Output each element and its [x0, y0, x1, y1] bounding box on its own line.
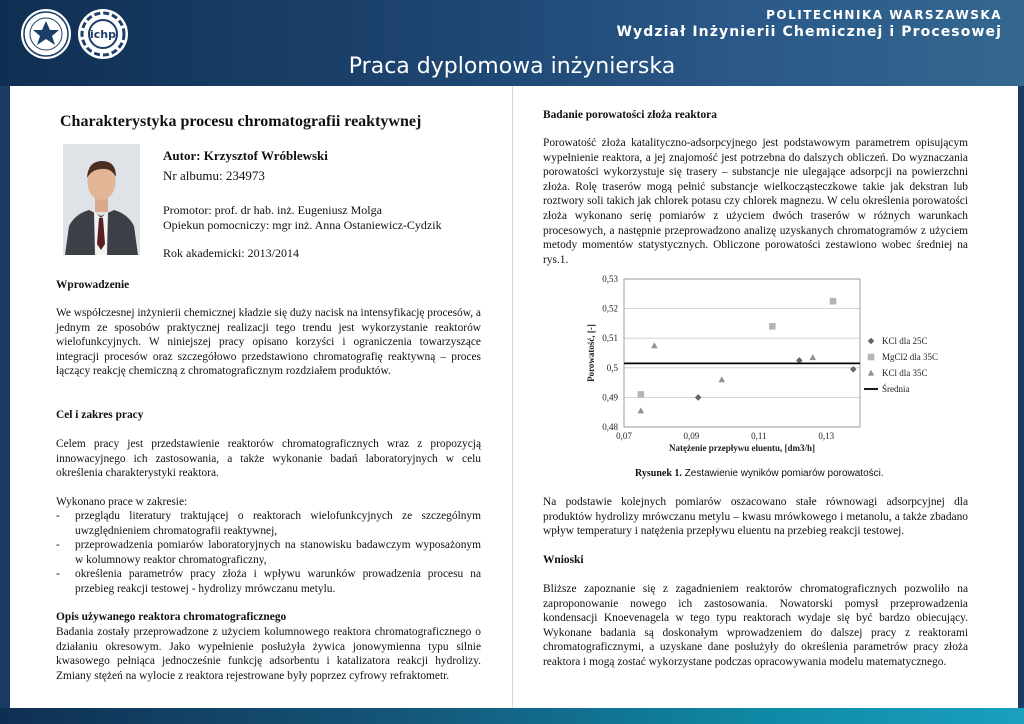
legend-label: Średnia [882, 384, 910, 394]
promotor: Promotor: prof. dr hab. inż. Eugeniusz Molga [163, 203, 382, 217]
column-divider [512, 86, 513, 708]
figure-caption [635, 468, 884, 479]
bullet-dash: - [56, 568, 60, 580]
figure-label: Rysunek 1. [635, 468, 682, 479]
y-tick-label: 0,53 [602, 274, 618, 284]
porosity-heading: Badanie porowatości złoża reaktora [543, 109, 717, 121]
y-tick-label: 0,52 [602, 303, 618, 314]
legend-swatch [868, 354, 875, 361]
legend-label: KCl dla 25C [882, 336, 928, 346]
x-tick-label: 0,07 [616, 431, 632, 441]
scope-intro: Wykonano prace w zakresie: [56, 496, 188, 508]
data-point [850, 366, 857, 373]
scope-item-text: przeprowadzenia pomiarów laboratoryjnych na stanowisku badawczym wyposażonym w kolumnowy reaktor chromatograficzny, [75, 539, 481, 566]
reactor-text: Badania zostały przeprowadzone z użyciem kolumnowego reaktora chromatograficznego o działaniu okresowym. Jako wypełnienie posłużyła żywica jonowymienna typu silnie kwasowego pełniąca jednocześnie funkcję adsorbentu i katalizatora reakcji hydrolizy. Zmiany stężeń na wylocie z reaktora rejestrowane były poprzez cyfrowy refraktometr. [56, 626, 481, 682]
y-tick-label: 0,5 [606, 362, 618, 373]
footer-bar [0, 708, 1024, 724]
thesis-title: Charakterystyka procesu chromatografii reaktywnej [60, 113, 422, 130]
data-point [810, 354, 817, 360]
x-tick-label: 0,11 [751, 431, 767, 441]
legend-label: MgCl2 dla 35C [882, 352, 939, 362]
author-name: Autor: Krzysztof Wróblewski [163, 148, 328, 163]
y-tick-label: 0,51 [602, 333, 618, 344]
data-point [651, 342, 658, 348]
faculty-logo-text: ichp [90, 28, 116, 41]
porosity-chart-svg [578, 274, 939, 461]
results-text: Na podstawie kolejnych pomiarów oszacowano stałe równowagi adsorpcyjnej dla produktów hydrolizy mrówczanu metylu – kwasu mrówkowego i metanolu, a także zbadano wpływ temperatury i natężenia przepływu eluentu na przebieg reakcji testowej. [543, 496, 968, 538]
faculty-name: Wydział Inżynierii Chemicznej i Procesowej [616, 24, 1002, 40]
x-axis-label: Natężenie przepływu eluentu, [dm3/h] [669, 443, 815, 453]
bullet-dash: - [56, 510, 60, 522]
document-type-title: Praca dyplomowa inżynierska [348, 54, 676, 79]
bullet-dash: - [56, 539, 60, 551]
scope-list-item [56, 567, 481, 596]
album-number: Nr albumu: 234973 [163, 168, 265, 183]
plot-area [624, 279, 860, 427]
data-point [830, 298, 837, 305]
header-banner [0, 0, 1024, 86]
data-point [718, 376, 725, 382]
intro-text: We współczesnej inżynierii chemicznej kładzie się duży nacisk na intensyfikację procesów, a jednym ze sposobów praktycznej realizacji tego trendu jest wykorzystanie reaktorów wielofunkcyjnych. W niniejszej pracy opisano korzyści i ograniczenia towarzyszące integracji procesów oraz szczegółowo przedstawiono chromatografię reaktywną – proces łączący reakcję chemiczną z chromatograficznym rozdziałem produktów. [56, 307, 481, 378]
porosity-text: Porowatość złoża katalityczno-adsorpcyjnego jest podstawowym parametrem opisującym wypełnienie reaktora, a jej znajomość jest potrzebna do dalszych obliczeń. Do wyznaczania porowatości wykorzystuje się trasery – substancje nie ulegające adsorpcji na powierzchni złoża. Rolę traserów mogą pełnić substancje wielkocząsteczkowe takie jak dekstran lub roztwory soli takich jak chlorek potasu czy chlorek magnezu. W celu określenia porowatości złoża wykonano serię pomiarów z użyciem dwóch traserów w różnych warunkach procesowych, a następnie przeprowadzono analizę uzyskanych chromatogramów z użyciem metody momentów statystycznych. Obliczone porowatości zestawiono wobec średniej na rys.1. [543, 137, 968, 266]
university-name: POLITECHNIKA WARSZAWSKA [766, 8, 1002, 22]
porosity-chart [578, 274, 939, 461]
scope-list-item [56, 538, 481, 567]
university-seal-icon [20, 8, 72, 60]
figure-caption-text: Zestawienie wyników pomiarów porowatości. [681, 468, 884, 479]
scope-item-text: przeglądu literatury traktującej o reaktorach wielofunkcyjnych ze szczególnym uwzględnieniem chromatografii reaktywnej, [75, 510, 481, 537]
y-tick-label: 0,48 [602, 422, 618, 432]
y-axis-label: Porowatość, [-] [586, 324, 596, 382]
conclusions-text: Bliższe zapoznanie się z zagadnieniem reaktorów chromatograficznych pozwoliło na zaproponowanie nowego ich zastosowania. Nowatorski pomysł przeprowadzenia kondensacji Knoevenagela w tego typu reaktorach wydaje się być bardzo obiecujący. Wykonane badania są doskonałym wprowadzeniem do dalszej pracy z reaktorami chromatograficznymi, a uzyskane dane posłużyły do określenia parametrów pracy złoża reaktora i mogą zostać wykorzystane podczas opracowywania modelu matematycznego. [543, 583, 968, 668]
data-point [638, 407, 645, 413]
legend-swatch [868, 370, 875, 376]
intro-heading: Wprowadzenie [56, 279, 130, 291]
data-point [638, 391, 645, 398]
legend-label: KCl dla 35C [882, 368, 928, 378]
x-tick-label: 0,13 [818, 431, 835, 441]
author-photo [63, 144, 140, 255]
reactor-heading: Opis używanego reaktora chromatograficznego [56, 611, 287, 623]
scope-list-item [56, 509, 481, 538]
data-point [695, 394, 702, 401]
legend-swatch [868, 338, 875, 345]
y-tick-label: 0,49 [602, 392, 618, 403]
goal-heading: Cel i zakres pracy [56, 409, 144, 421]
academic-year: Rok akademicki: 2013/2014 [163, 246, 299, 260]
conclusions-heading: Wnioski [543, 554, 584, 566]
goal-text: Celem pracy jest przedstawienie reaktorów chromatograficznych wraz z propozycją innowacyjnego ich zastosowania, a także wykonanie badań laboratoryjnych w celu określenia charakterystyki reaktora. [56, 438, 481, 480]
assistant-supervisor: Opiekun pomocniczy: mgr inż. Anna Ostaniewicz-Cydzik [163, 218, 442, 232]
x-tick-label: 0,09 [683, 431, 700, 441]
scope-item-text: określenia parametrów pracy złoża i wpływu warunków prowadzenia procesu na przebieg reakcji testowej - hydrolizy mrówczanu metylu. [75, 568, 481, 595]
data-point [769, 323, 776, 330]
faculty-logo-icon [77, 8, 129, 60]
